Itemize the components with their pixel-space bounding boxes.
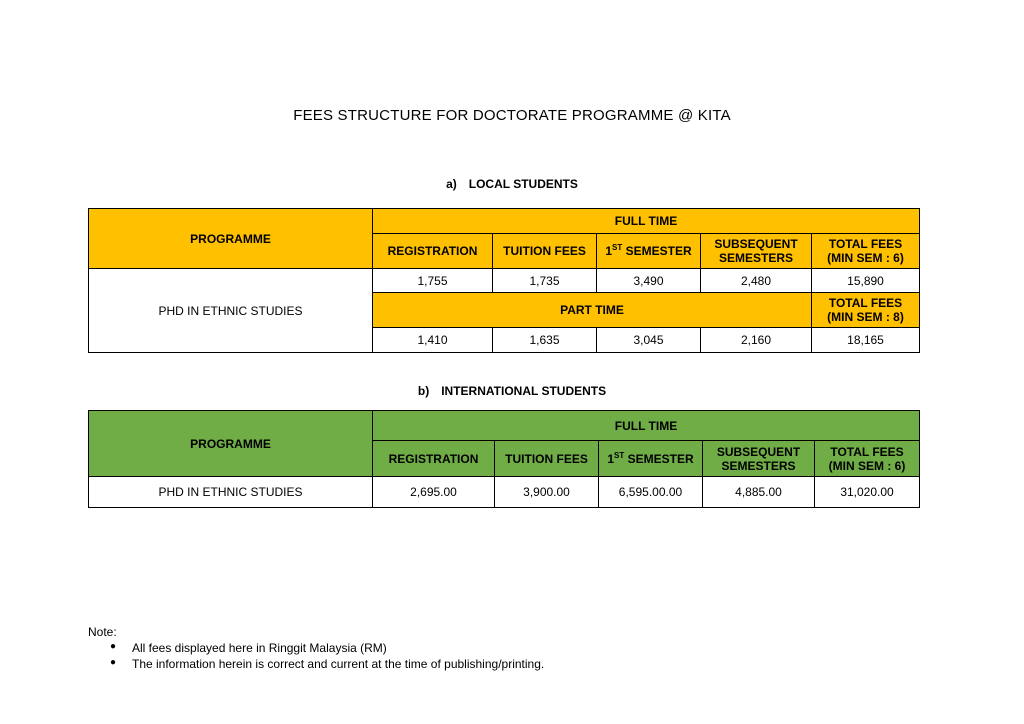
local-part-time-header: PART TIME [373,293,812,328]
local-ft-tuition: 1,735 [493,269,597,293]
local-pt-tuition: 1,635 [493,328,597,353]
international-registration-header: REGISTRATION [373,441,495,477]
local-pt-total: 18,165 [812,328,920,353]
page-title: FEES STRUCTURE FOR DOCTORATE PROGRAMME @ KITA [293,107,731,124]
local-pt-subsequent: 2,160 [701,328,812,353]
international-section-heading [0,384,1024,398]
local-pt-registration: 1,410 [373,328,493,353]
international-registration: 2,695.00 [373,477,495,508]
international-programme-header: PROGRAMME [89,411,373,477]
international-total-header: TOTAL FEES (MIN SEM : 6) [815,441,920,477]
bullet-icon: ● [110,657,117,668]
local-programme-name: PHD IN ETHNIC STUDIES [89,269,373,353]
local-total-ft-header: TOTAL FEES (MIN SEM : 6) [812,234,920,269]
note-text: All fees displayed here in Ringgit Malaysia (RM) [132,641,387,655]
local-ft-total: 15,890 [812,269,920,293]
local-ft-registration: 1,755 [373,269,493,293]
local-registration-header: REGISTRATION [373,234,493,269]
bullet-icon: ● [110,641,117,652]
international-section-label: b) [417,384,430,398]
local-ft-subsequent: 2,480 [701,269,812,293]
international-full-time-header: FULL TIME [373,411,920,441]
international-programme-name: PHD IN ETHNIC STUDIES [89,477,373,508]
international-first-semester-header: 1ST SEMESTER [599,441,703,477]
local-section-label: a) [446,177,457,191]
local-first-semester-header: 1ST SEMESTER [597,234,701,269]
international-total: 31,020.00 [815,477,920,508]
local-ft-first-semester: 3,490 [597,269,701,293]
international-tuition: 3,900.00 [495,477,599,508]
international-tuition-header: TUITION FEES [495,441,599,477]
international-subsequent: 4,885.00 [703,477,815,508]
local-section-title: LOCAL STUDENTS [468,177,578,191]
note-heading: Note: [88,625,117,639]
local-total-pt-header: TOTAL FEES (MIN SEM : 8) [812,293,920,328]
local-fees-table [88,208,920,353]
local-subsequent-header: SUBSEQUENT SEMESTERS [701,234,812,269]
note-text: The information herein is correct and current at the time of publishing/printing. [132,657,545,671]
local-programme-header: PROGRAMME [89,209,373,269]
local-tuition-header: TUITION FEES [493,234,597,269]
local-section-heading [0,177,1024,191]
local-full-time-header: FULL TIME [373,209,920,234]
local-pt-first-semester: 3,045 [597,328,701,353]
international-subsequent-header: SUBSEQUENT SEMESTERS [703,441,815,477]
international-section-title: INTERNATIONAL STUDENTS [441,384,607,398]
international-first-semester: 6,595.00.00 [599,477,703,508]
international-fees-table [88,410,920,508]
